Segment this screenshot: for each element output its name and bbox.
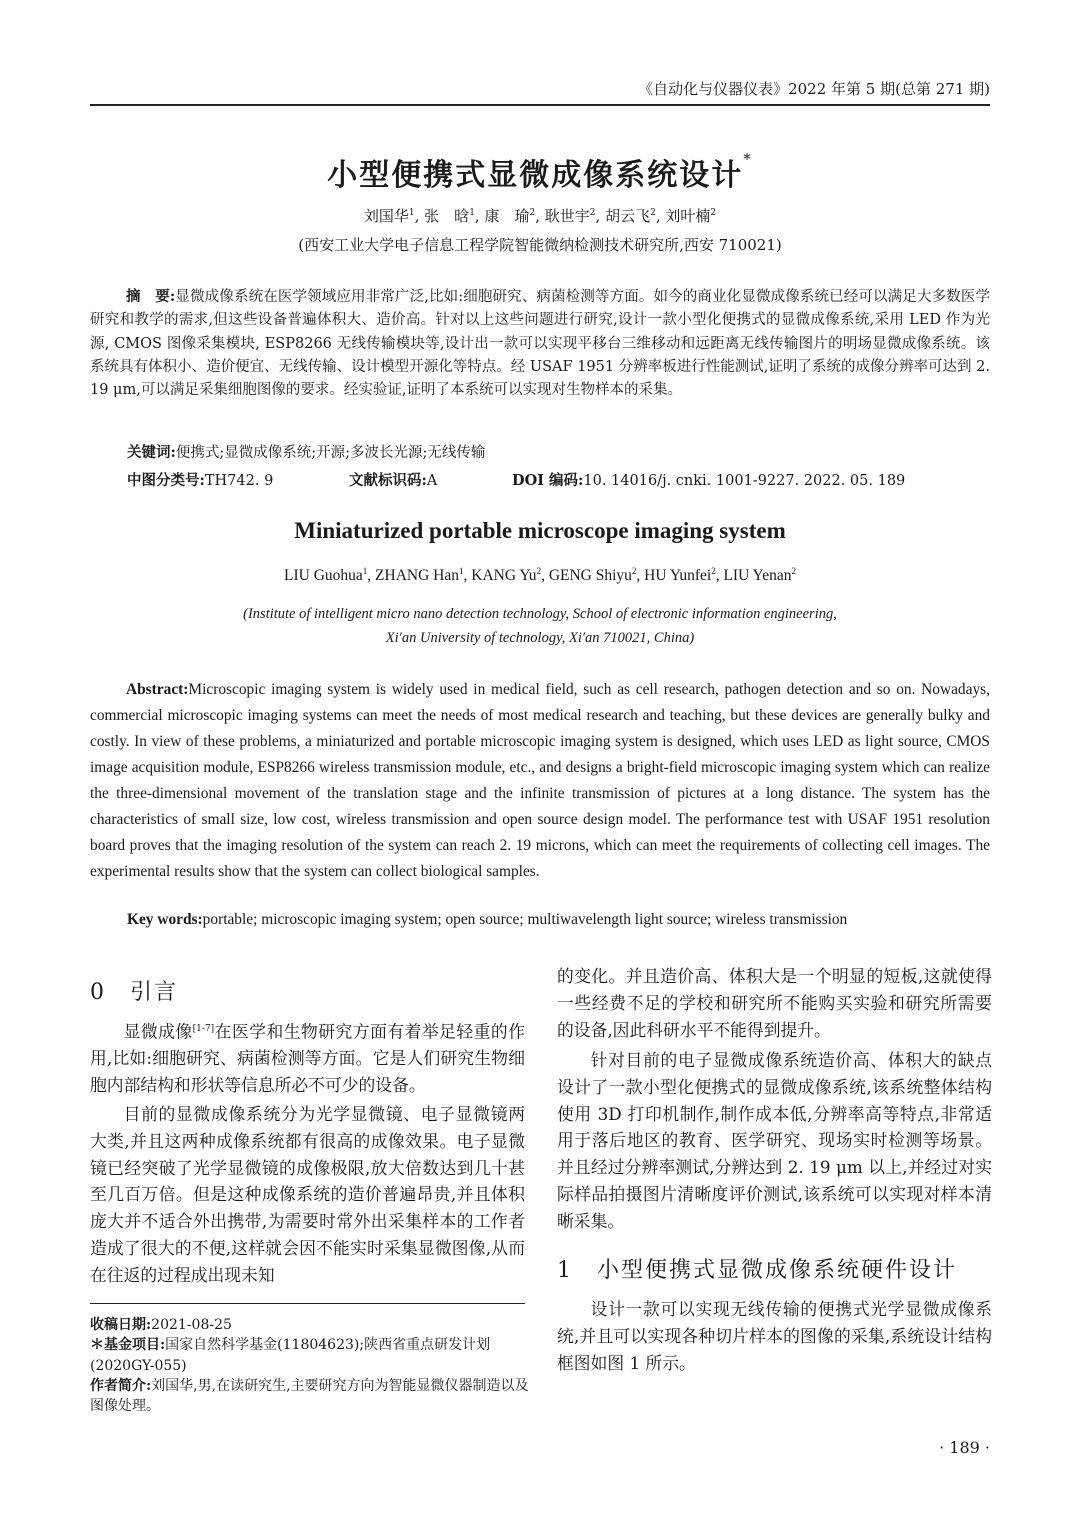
doc-value: A	[426, 473, 438, 489]
author-sup: 2	[529, 208, 536, 218]
received-value: 2021-08-25	[151, 1317, 232, 1333]
author-cn: 康 瑜	[484, 207, 530, 225]
title-cn-text: 小型便携式显微成像系统设计	[327, 158, 744, 193]
author-sup: 2	[631, 566, 637, 576]
fund-value: 国家自然科学基金(11804623);陕西省重点研发计划(2020GY-055)	[90, 1337, 491, 1374]
author-sup: 2	[589, 208, 596, 218]
intro-paragraph-2-continued: 的变化。并且造价高、体积大是一个明显的短板,这就使得一些经费不足的学校和研究所不能购买实验和研究所需要的设备,因此科研水平不能得到提升。	[557, 966, 992, 1040]
section-number: 0	[90, 980, 106, 1005]
abstract-en-label: Abstract:	[126, 681, 189, 698]
footnotes	[90, 1315, 530, 1416]
author-sup: 2	[791, 566, 796, 576]
abstract-en	[90, 677, 990, 885]
author-sup: 2	[711, 566, 716, 576]
abstract-cn-text: 显微成像系统在医学领域应用非常广泛,比如:细胞研究、病菌检测等方面。如今的商业化显微成像系统已经可以满足大多数医学研究和教学的需求,但这些设备普遍体积大、造价高。针对以上这些问题进行研究,设计一款小型化便携式的显微成像系统,采用 LED 作为光源, CMOS 图像采集模块, ESP8266 无线传输模块等,设计出一款可以实现平移台三维移动和远距离无线传输图片的明场显微成像系统。该系统具有体积小、造价便宜、无线传输、设计模型开源化等特点。经 USAF 1951 分辨率板进行性能测试,证明了系统的成像分辨率可达到 2. 19 μm,可以满足采集细胞图像的要求。经实验证,证明了本系统可以实现对生物样本的采集。	[90, 289, 990, 399]
author-bio	[90, 1376, 530, 1417]
section-title: 引言	[130, 980, 179, 1005]
intro-paragraph-2: 目前的显微成像系统分为光学显微镜、电子显微镜两大类,并且这两种成像系统都有很高的成像效果。电子显微镜已经突破了光学显微镜的成像极限,放大倍数达到几十甚至几百万倍。但是这种成像系统的造价普遍昂贵,并且体积庞大并不适合外出携带,为需要时常外出采集样本的工作者造成了很大的不便,这样就会因不能实时采集显微图像,从而在往返的过程成出现未知	[90, 1104, 525, 1285]
author-bio-value: 刘国华,男,在读研究生,主要研究方向为智能显微仪器制造以及图像处理。	[90, 1377, 529, 1415]
clc-value: TH742. 9	[204, 473, 274, 489]
author-list-cn: 刘国华$^1$, 张 晗$^1$, 康 瑜$^2$, 耿世宇$^2$, 胡云飞$^2$, 刘叶楠$^2$	[363, 207, 717, 225]
author-cn: 刘叶楠	[665, 207, 711, 225]
section-1-paragraph-1: 设计一款可以实现无线传输的便携式光学显微成像系统,并且可以实现各种切片样本的图像的采集,系统设计结构框图如图 1 所示。	[557, 1299, 992, 1373]
keywords-cn-text: 便携式;显微成像系统;开源;多波长光源;无线传输	[175, 445, 486, 461]
header-rule	[90, 104, 990, 106]
author-en: GENG Shiyu	[548, 567, 632, 585]
author-sup: 2	[536, 566, 542, 576]
received-date	[90, 1315, 530, 1335]
author-en: KANG Yu	[471, 567, 537, 585]
keywords-cn	[127, 441, 990, 462]
author-sup: 1	[408, 208, 415, 218]
affiliation-en-line: (Institute of intelligent micro nano detection technology, School of electronic information engineering,	[243, 606, 837, 622]
keywords-cn-label: 关键词:	[127, 444, 176, 461]
footnote-rule	[90, 1303, 525, 1304]
keywords-en-text: portable; microscopic imaging system; open source; multiwavelength light source; wireless transmission	[202, 911, 848, 928]
author-sup: 2	[650, 208, 656, 218]
author-sup: 1	[362, 566, 368, 576]
affiliation-en-line: Xi′an University of technology, Xi′an 710021, China)	[385, 630, 695, 646]
paper-title-en: Miniaturized portable microscope imaging system	[294, 518, 786, 543]
classification-row	[127, 469, 990, 490]
author-cn: 刘国华	[363, 207, 409, 225]
doc-code	[349, 469, 512, 490]
intro-p1-rest: 在医学和生物研究方面有着举足轻重的作用,比如:细胞研究、病菌检测等方面。它是人们研究生物细胞内部结构和形状等信息所必不可少的设备。	[90, 1021, 525, 1096]
citation[interactable]: [1-7]	[192, 1024, 215, 1034]
author-cn: 张 晗	[424, 207, 470, 225]
running-head: 《自动化与仪器仪表》2022 年第 5 期(总第 271 期)	[638, 80, 990, 98]
clc-label: 中图分类号:	[127, 472, 205, 489]
author-cn: 胡云飞	[605, 207, 651, 225]
author-sup: 1	[469, 208, 475, 218]
intro-paragraph-1	[90, 1016, 525, 1099]
abstract-cn-label: 摘 要:	[126, 288, 176, 305]
clc-number	[127, 469, 349, 490]
section-title: 小型便携式显微成像系统硬件设计	[597, 1258, 958, 1283]
page-number: · 189 ·	[939, 1438, 990, 1457]
doi-label: DOI 编码:	[512, 472, 584, 489]
doi-value[interactable]: 10. 14016/j. cnki. 1001-9227. 2022. 05. 189	[583, 473, 906, 489]
author-en: LIU Yenan	[723, 567, 792, 585]
keywords-en	[127, 911, 990, 929]
section-1-heading	[557, 1253, 992, 1284]
paper-title-cn	[0, 150, 1080, 194]
section-number: 1	[557, 1258, 573, 1283]
doc-label: 文献标识码:	[349, 472, 427, 489]
title-footnote-mark: *	[743, 150, 753, 168]
received-label: 收稿日期:	[90, 1317, 152, 1333]
author-en: HU Yunfei	[644, 567, 712, 585]
author-list-en: LIU Guohua$^1$, ZHANG Han$^1$, KANG Yu$^2$, GENG Shiyu$^2$, HU Yunfei$^2$, LIU Yenan$^2$	[284, 566, 796, 585]
intro-paragraph-3: 针对目前的电子显微成像系统造价高、体积大的缺点设计了一款小型化便携式的显微成像系统,该系统整体结构使用 3D 打印机制作,制作成本低,分辨率高等特点,非常适用于落后地区的教育、医学研究、现场实时检测等场景。并且经过分辨率测试,分辨达到 2. 19 μm 以上,并经过对实际样品拍摄图片清晰度评价测试,该系统可以实现对样本清晰采集。	[557, 1050, 992, 1231]
section-0-heading	[90, 975, 525, 1006]
affiliation-en	[0, 602, 1080, 650]
author-sup: 1	[459, 566, 464, 576]
author-en: ZHANG Han	[375, 567, 459, 585]
fund-label: ＊基金项目:	[90, 1337, 166, 1354]
abstract-en-text: Microscopic imaging system is widely used in medical field, such as cell research, pathogen detection and so on. Nowadays, commercial microscopic imaging systems can meet the needs of most medical research and teaching, but these devices are generally bulky and costly. In view of these problems, a miniaturized and portable microscopic imaging system is designed, which uses LED as light source, CMOS image acquisition module, ESP8266 wireless transmission module, etc., and designs a bright-field microscopic imaging system which can realize the three-dimensional movement of the translation stage and the infinite transmission of pictures at a long distance. The system has the characteristics of small size, low cost, wireless transmission and open source design model. The performance test with USAF 1951 resolution board proves that the imaging resolution of the system can reach 2. 19 microns, which can meet the requirements of collecting cell images. The experimental results show that the system can collect biological samples.	[90, 681, 990, 880]
keywords-en-label: Key words:	[127, 911, 203, 928]
author-sup: 2	[710, 208, 717, 218]
author-cn: 耿世宇	[544, 207, 590, 225]
doi	[512, 469, 905, 490]
author-en: LIU Guohua	[284, 567, 363, 585]
intro-p1-start: 显微成像	[123, 1021, 193, 1042]
author-bio-label: 作者简介:	[90, 1377, 152, 1394]
fund-project	[90, 1335, 530, 1376]
abstract-cn	[90, 285, 990, 402]
affiliation-cn: (西安工业大学电子信息工程学院智能微纳检测技术研究所,西安 710021)	[298, 236, 782, 254]
